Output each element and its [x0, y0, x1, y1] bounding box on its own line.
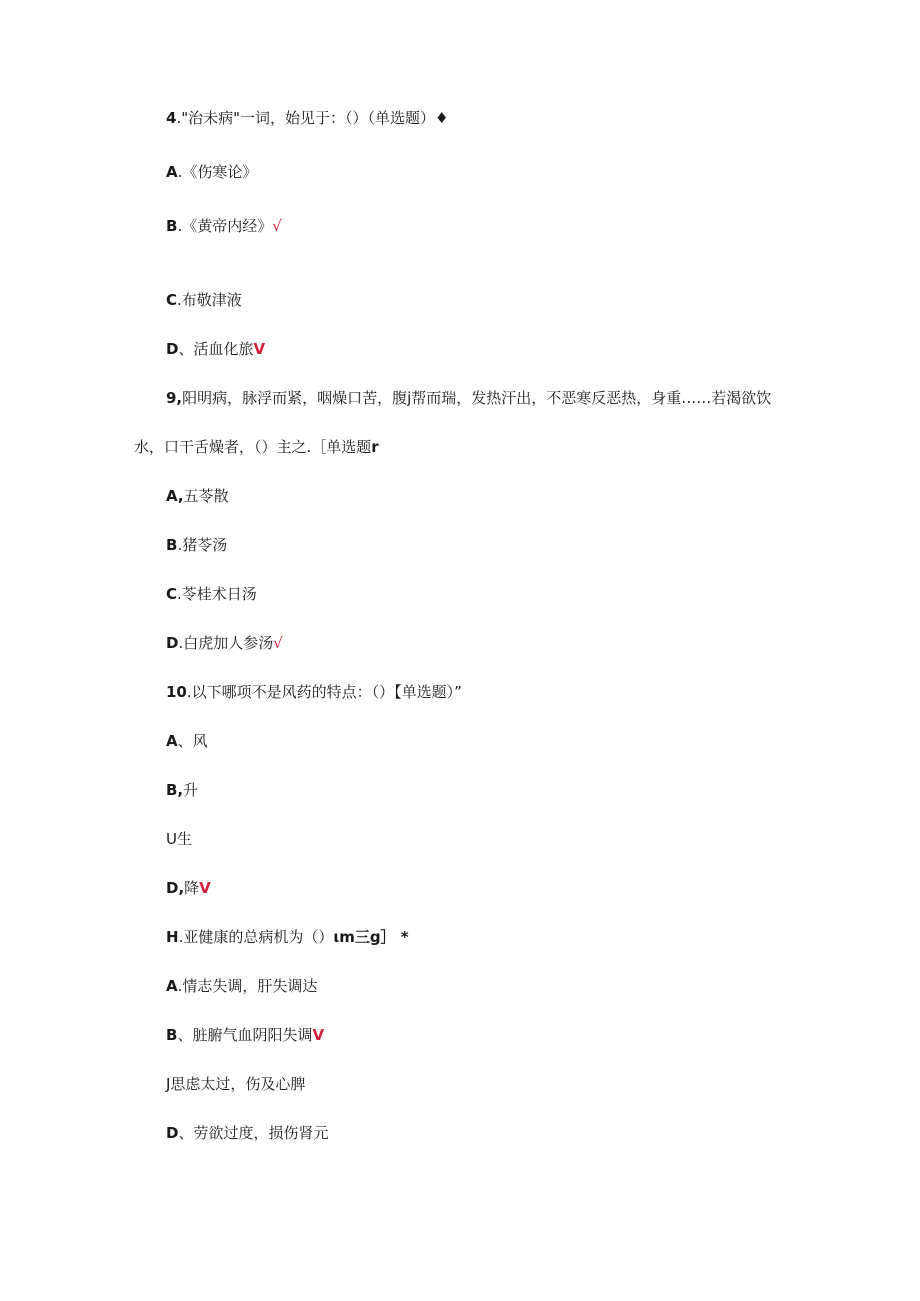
option-d: D、劳欲过度，损伤肾元: [166, 1124, 329, 1142]
option-d: D.白虎加人参汤√: [166, 634, 283, 652]
option-a: A,五苓散: [166, 487, 229, 505]
option-b: B.猪苓汤: [166, 536, 228, 554]
option-b: B.《黄帝内经》√: [166, 217, 282, 235]
check-mark-icon: V: [312, 1026, 325, 1044]
question-10: 10.以下哪项不是风药的特点：（）【单选题）”: [166, 683, 462, 701]
option-d: D、活血化旅V: [166, 340, 266, 358]
option-c: C.布敬津液: [166, 291, 242, 309]
question-11: H.亚健康的总病机为（）ιm三g］ *: [166, 928, 409, 946]
option-c: U生: [166, 830, 192, 848]
option-c: J思虑太过，伤及心脾: [166, 1075, 306, 1093]
check-mark-icon: √: [273, 634, 283, 652]
option-b: B,升: [166, 781, 199, 799]
check-mark-icon: V: [199, 879, 211, 897]
question-4: 4."治未病"一词，始见于：（）（单选题）♦: [166, 109, 449, 127]
check-mark-icon: V: [253, 340, 266, 358]
option-d: D,降V: [166, 879, 211, 897]
question-9: 9,阳明病，脉浮而紧，咽燥口苦，腹j帮而瑞，发热汗出，不恶寒反恶热，身重……若渴欲饮: [166, 389, 772, 407]
option-a: A、风: [166, 732, 208, 750]
option-b: B、脏腑气血阴阳失调V: [166, 1026, 325, 1044]
question-9-continued: 水，口干舌燥者，（）主之.［单选题r: [134, 438, 379, 456]
check-mark-icon: √: [272, 217, 282, 235]
option-a: A.《伤寒论》: [166, 163, 258, 181]
option-c: C.苓桂术日汤: [166, 585, 257, 603]
option-a: A.情志失调，肝失调达: [166, 977, 318, 995]
